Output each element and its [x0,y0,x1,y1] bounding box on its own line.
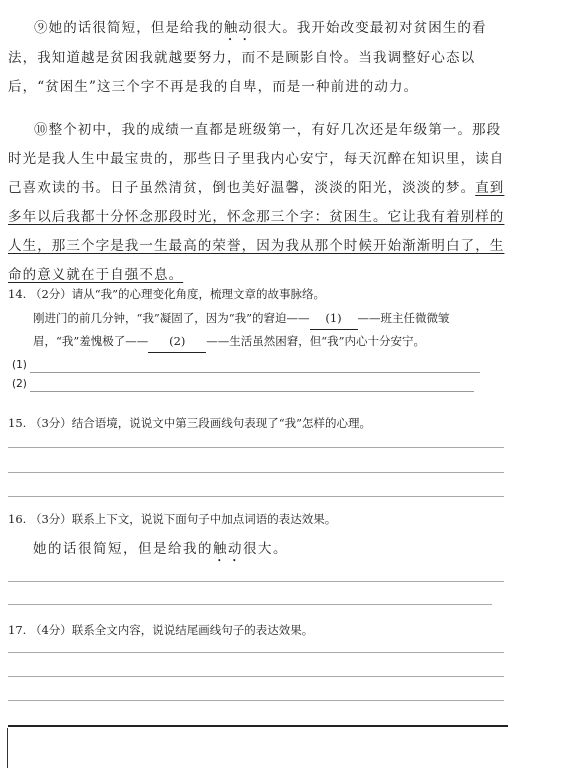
question-number: 17. [8,623,27,637]
quoted-sentence [33,537,288,565]
emphasized-word: 触动 [223,20,254,36]
blank-1[interactable]: (1) [310,307,358,330]
paragraph-number: ⑩ [34,122,49,138]
answer-line[interactable] [8,496,504,497]
blank-2[interactable]: (2) [148,330,206,353]
answer-line[interactable] [8,472,504,473]
question-text: 刚进门的前几分钟，“我”凝固了，因为“我”的窘迫—— [33,311,310,325]
question-prompt: 联系全文内容，说说结尾画线句子的表达效果。 [71,623,314,637]
question-points: （4分） [29,623,72,637]
question-text: ——班主任微微皱眉，“我”羞愧极了—— [33,311,450,348]
answer-label-2: (2) [12,378,27,390]
paragraph-10 [8,116,508,290]
question-prompt: 请从“我”的心理变化角度，梳理文章的故事脉络。 [71,287,326,301]
sentence-text: 她的话很简短，但是给我的 [33,541,213,557]
question-16-header [8,508,336,530]
question-text: ——生活虽然困窘，但“我”内心十分安宁。 [206,334,426,348]
underlined-ending-sentence: 直到多年以后我都十分怀念那段时光，怀念那三个字：贫困生。它让我有着别样的人生，那三个字是我一生最高的荣誉，因为我从那个时候开始渐渐明白了，生命的意义就在于自强不息。 [8,180,505,283]
answer-line[interactable] [8,581,504,582]
paragraph-text: 她的话很简短，但是给我的 [48,20,224,36]
answer-line[interactable] [8,652,504,653]
question-points: （2分） [29,287,72,301]
answer-line[interactable] [8,604,492,605]
question-points: （3分） [29,416,72,430]
section-divider [8,725,508,727]
paragraph-text: 很大。我开始改变最初对贫困生的看法，我知道越是贫困我就越要努力，而不是顾影自怜。当我调整好心态以后，“贫困生”这三个字不再是我的自卑，而是一种前进的动力。 [8,20,487,95]
answer-line-2[interactable] [30,391,474,392]
answer-line-1[interactable] [30,372,480,373]
question-points: （3分） [29,512,72,526]
sentence-text: 很大。 [243,541,288,557]
paragraph-text: 整个初中，我的成绩一直都是班级第一，有好几次还是年级第一。那段时光是我人生中最宝贵的，那些日子里我内心安宁，每天沉醉在知识里，读自己喜欢读的书。日子虽然清贫，倒也美好温馨，淡淡的阳光，淡淡的梦。 [8,122,505,196]
paragraph-9 [8,14,508,102]
question-number: 16. [8,512,27,526]
question-number: 15. [8,416,27,430]
question-prompt: 联系上下文，说说下面句子中加点词语的表达效果。 [71,512,337,526]
question-14-header [8,283,325,305]
left-border [7,728,8,768]
emphasized-word: 触动 [213,541,243,557]
answer-label-1: (1) [12,359,27,371]
answer-line[interactable] [8,676,504,677]
paragraph-number: ⑨ [34,20,49,36]
answer-line[interactable] [8,447,504,448]
question-number: 14. [8,287,27,301]
question-15-header [8,412,371,434]
question-14-body [33,307,503,353]
question-17-header [8,619,313,641]
question-prompt: 结合语境，说说文中第三段画线句表现了“我”怎样的心理。 [71,416,372,430]
answer-line[interactable] [8,700,504,701]
